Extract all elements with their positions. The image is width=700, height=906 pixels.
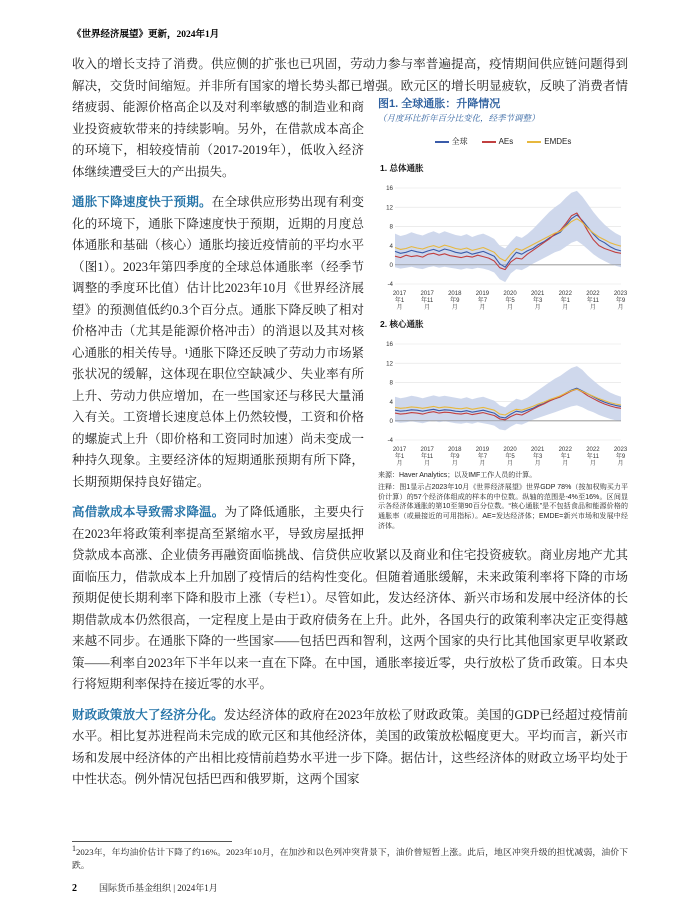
- footnote-body: 2023年，年均油价估计下降了约16%。2023年10月，在加沙和以色列冲突背景下，油价曾短暂上涨。此后，地区冲突升级的担忧减弱，油价下跌。: [72, 846, 628, 870]
- footnote-divider: [72, 841, 232, 842]
- legend-line-icon: [482, 141, 496, 143]
- x-axis-label: 2022年11月: [586, 290, 600, 311]
- running-header: 《世界经济展望》更新，2024年1月: [72, 30, 220, 40]
- svg-text:8: 8: [389, 379, 393, 387]
- legend-item-aes: [482, 131, 514, 153]
- chart-plot-headline: [378, 180, 628, 290]
- paragraph-1: 收入的增长支持了消费。供应侧的扩张也已巩固，劳动力参与率普遍提高，疫情期间供应链问题得到解决，交货时间缩短。并非所有国家的增长势头都已增强。欧元区的增长明显疲软，反映了消费者情绪疲弱、能源价格高企以及对利率敏感的制造业和商业投资疲软带来的持续影响。另外，在借款成本高企的环境下，相较疫情前（2017-2019年），低收入经济体继续遭受巨大的产出损失。: [72, 57, 628, 179]
- footnote: [72, 841, 628, 872]
- x-axis-labels-core: [378, 447, 628, 468]
- svg-text:-4: -4: [387, 437, 393, 445]
- figure-subtitle: （月度环比折年百分比变化，经季节调整）: [378, 112, 540, 123]
- x-axis-labels-headline: [378, 291, 628, 312]
- panel-title-headline: 1. 总体通胀: [380, 163, 424, 174]
- x-axis-label: 2023年9月: [613, 446, 628, 467]
- x-axis-label: 2020年5月: [503, 446, 517, 467]
- footnote-text: [72, 843, 628, 872]
- legend-item-emdes: [527, 131, 571, 153]
- figure-title: 图1. 全球通胀：升降情况: [378, 98, 501, 110]
- figure-source: 来源：Haver Analytics；以及IMF工作人员的计算。: [378, 471, 537, 479]
- x-axis-label: 2017年11月: [420, 446, 434, 467]
- paragraph-4: [72, 705, 628, 791]
- svg-text:-4: -4: [387, 280, 393, 288]
- chart-headline-inflation: [378, 158, 628, 311]
- x-axis-label: 2018年9月: [448, 446, 462, 467]
- x-axis-label: 2022年11月: [586, 446, 600, 467]
- x-axis-label: 2022年1月: [558, 290, 572, 311]
- legend-label: 全球: [451, 136, 468, 146]
- figure-1: [378, 98, 628, 532]
- svg-text:16: 16: [386, 184, 393, 192]
- svg-text:4: 4: [389, 242, 393, 250]
- x-axis-label: 2017年1月: [392, 290, 407, 311]
- x-axis-label: 2018年9月: [448, 290, 462, 311]
- x-axis-label: 2021年3月: [530, 446, 545, 467]
- page-footer: [72, 881, 218, 894]
- x-axis-label: 2017年1月: [392, 446, 407, 467]
- paragraph-2-text: 在全球供应形势出现有利变化的环境下，通胀下降速度快于预期，近期的月度总体通胀和基础（核心）通胀均接近疫情前的平均水平（图1）。2023年第四季度的全球总体通胀率（经季节调整的季度环比值）估计比2023年10月《世界经济展望》的预测值低约0.3个百分点。通胀下降反映了相对价格冲击（尤其是能源价格冲击）的消退以及其对核心通胀的相关传导。¹通胀下降还反映了劳动力市场紧张状况的缓解，这体现在职位空缺减少、失业率有所上升、劳动力供应增加，在一些国家还与移民大量涌入有关。工资增长速度总体上仍然较慢，工资和价格的螺旋式上升（即价格和工资同时加速）尚未变成一种持久现象。主要经济体的短期通胀预期有所下降，长期预期保持良好锚定。: [72, 195, 364, 489]
- x-axis-label: 2019年7月: [475, 446, 490, 467]
- x-axis-label: 2017年11月: [420, 290, 434, 311]
- chart-core-inflation: [378, 314, 628, 467]
- legend-item-global: [435, 131, 468, 153]
- paragraph-3-text: 为了降低通胀，主要央行在2023年将政策利率提高至紧缩水平，导致房屋抵押贷款成本高涨、企业债务再融资面临挑战、信贷供应收紧以及商业和住宅投资疲软。商业房地产尤其面临压力，借款成本上升加剧了疫情后的结构性变化。但随着通胀缓解，未来政策利率将下降的市场预期促使长期利率下降和股市上涨（专栏1）。尽管如此，发达经济体、新兴市场和发展中经济体的长期借款成本仍然很高，一定程度上是由于政府债务在上升。此外，各国央行的政策利率决定正变得越来越不同步。在通胀下降的一些国家——包括巴西和智利，这两个国家的央行比其他国家更早收紧政策——利率自2023年下半年以来一直在下降。在中国，通胀率接近零，央行放松了货币政策。日本央行将短期利率保持在接近零的水平。: [72, 505, 628, 691]
- svg-text:4: 4: [389, 398, 393, 406]
- svg-text:12: 12: [386, 204, 393, 212]
- x-axis-label: 2023年9月: [613, 290, 628, 311]
- legend-label: AEs: [498, 136, 514, 146]
- x-axis-label: 2021年3月: [530, 290, 545, 311]
- x-axis-label: 2020年5月: [503, 290, 517, 311]
- svg-text:12: 12: [386, 360, 393, 368]
- page-content: [0, 40, 700, 791]
- x-axis-label: 2022年1月: [558, 446, 572, 467]
- svg-text:0: 0: [389, 417, 393, 425]
- paragraph-3-lead: 高借款成本导致需求降温。: [72, 505, 225, 519]
- figure-notes: 注释：图1显示占2023年10月《世界经济展望》世界GDP 78%（按加权购买力平价计算）的57个经济体组成的样本的中位数。纵轴的范围是-4%至16%。区间显示各经济体通胀的第10至第90百分位数。“核心通胀”是不包括食品和能源价格的通胀率（或最接近的可用指标）。AE=发达经济体；EMDE=新兴市场和发展中经济体。: [378, 483, 628, 531]
- page-number: 2: [72, 883, 77, 894]
- svg-text:8: 8: [389, 223, 393, 231]
- legend-line-icon: [527, 141, 541, 143]
- x-axis-label: 2019年7月: [475, 290, 490, 311]
- figure-legend: [378, 131, 628, 153]
- footnote-marker: 1: [72, 843, 76, 853]
- panel-title-core: 2. 核心通胀: [380, 319, 424, 330]
- legend-line-icon: [435, 141, 449, 143]
- paragraph-2-lead: 通胀下降速度快于预期。: [72, 195, 212, 209]
- paragraph-4-text: 发达经济体的政府在2023年放松了财政政策。美国的GDP已经超过疫情前水平。相比复苏进程尚未完成的欧元区和其他经济体，美国的政策放松幅度更大。平均而言，新兴市场和发展中经济体的产出相比疫情前趋势水平进一步下降。据估计，这些经济体的财政立场平均处于中性状态。例外情况包括巴西和俄罗斯，这两个国家: [72, 707, 628, 786]
- svg-text:16: 16: [386, 341, 393, 349]
- svg-text:0: 0: [389, 261, 393, 269]
- footer-text: 国际货币基金组织 | 2024年1月: [99, 883, 218, 893]
- paragraph-4-lead: 财政政策放大了经济分化。: [72, 707, 224, 722]
- legend-label: EMDEs: [544, 136, 572, 146]
- chart-plot-core: [378, 336, 628, 446]
